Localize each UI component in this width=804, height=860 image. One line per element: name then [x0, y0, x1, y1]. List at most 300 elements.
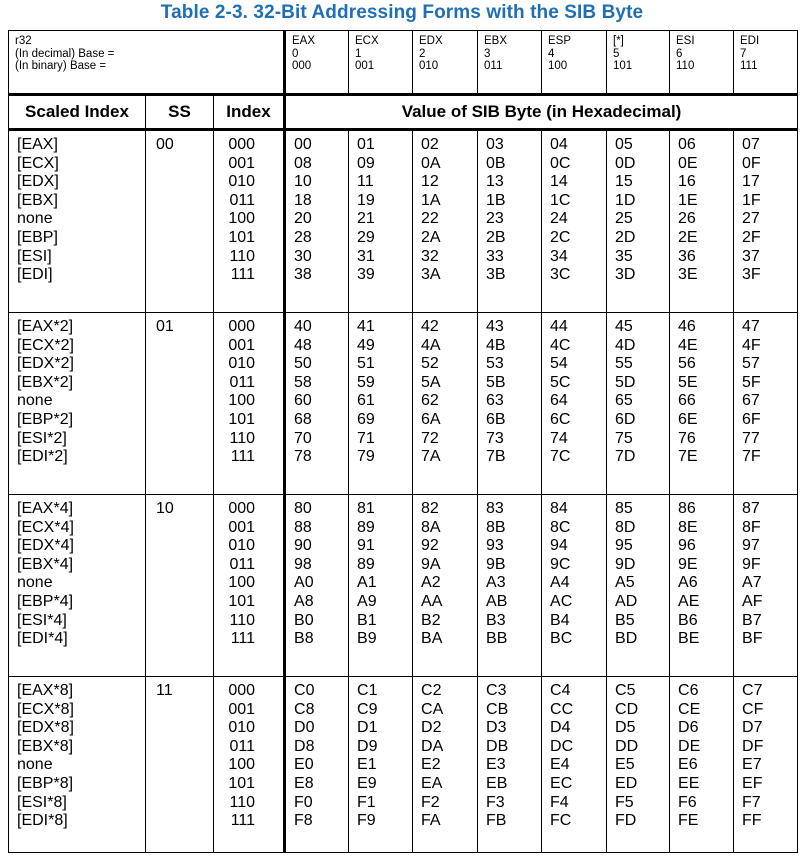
cell-value: 011 [229, 737, 256, 755]
cell-value: B7 [742, 611, 762, 629]
cell-value: AD [615, 592, 638, 610]
cell-value: [ESI*8] [17, 793, 67, 811]
base-header-1 [349, 31, 413, 95]
cell-value: 30 [294, 247, 312, 265]
base-dec: 4 [548, 47, 555, 60]
cell-value: 62 [421, 392, 439, 410]
cell-value: 2C [550, 228, 571, 246]
cell-value: [EDX*2] [17, 355, 74, 373]
cell-value: 001 [228, 336, 256, 354]
cell-value: 09 [357, 154, 375, 172]
cell-value: 2B [486, 228, 506, 246]
cell-value: 73 [486, 429, 504, 447]
cell-value: 1E [678, 191, 698, 209]
cell-value: [EBP*4] [17, 592, 74, 610]
base-bin: 110 [676, 60, 695, 72]
cell-value: A1 [357, 574, 377, 592]
cell-value: A0 [294, 574, 314, 592]
cell-value: 63 [486, 392, 504, 410]
cell-value: 010 [228, 719, 256, 737]
cell-value: 01 [357, 136, 375, 153]
cell-value: 54 [550, 355, 568, 373]
sib-value-cell [285, 313, 349, 495]
cell-value: FC [550, 812, 572, 830]
cell-value: 101 [228, 592, 256, 610]
cell-value: 8D [615, 518, 636, 536]
cell-value: 000 [228, 682, 256, 699]
cell-value: 2E [678, 228, 698, 246]
cell-value: 001 [228, 154, 256, 172]
ss-cell [146, 313, 214, 495]
cell-value: 97 [742, 537, 760, 555]
cell-value: 19 [357, 191, 375, 209]
cell-value: 0D [615, 154, 636, 172]
cell-value: 49 [357, 336, 375, 354]
scaled-index-cell [9, 677, 146, 853]
cell-value: 110 [229, 429, 256, 447]
cell-value: C8 [294, 700, 315, 718]
sib-value-cell [285, 130, 349, 313]
cell-value: A4 [550, 574, 570, 592]
cell-value: B5 [615, 611, 635, 629]
cell-value: BD [615, 630, 638, 648]
cell-value: 34 [550, 247, 568, 265]
cell-value: 5D [615, 373, 636, 391]
cell-value: 101 [228, 774, 256, 792]
cell-value: ED [615, 774, 638, 792]
cell-value: 011 [229, 555, 256, 573]
cell-value: 13 [486, 173, 504, 191]
cell-value: D2 [421, 719, 442, 737]
cell-value: 5B [486, 373, 506, 391]
ss-cell [146, 130, 214, 313]
column-header-row [9, 95, 798, 130]
cell-value: BC [550, 630, 573, 648]
cell-value: 89 [357, 518, 375, 536]
cell-value: A6 [678, 574, 698, 592]
cell-value: 90 [294, 537, 312, 555]
sib-byte-table [8, 30, 798, 853]
cell-value: 89 [357, 555, 375, 573]
base-reg: ECX [355, 35, 379, 47]
cell-value: 61 [357, 392, 375, 410]
cell-value: 10 [156, 500, 174, 517]
cell-value: CA [421, 700, 444, 718]
base-dec: 5 [613, 47, 620, 60]
cell-value: 100 [228, 392, 256, 410]
cell-value: D0 [294, 719, 315, 737]
cell-value: C1 [357, 682, 378, 699]
cell-value: 10 [294, 173, 312, 191]
cell-value: 9A [421, 555, 441, 573]
cell-value: BE [678, 630, 700, 648]
cell-value: 95 [615, 537, 633, 555]
cell-value: 11 [357, 173, 374, 191]
sib-value-cell [607, 495, 670, 677]
cell-value: 69 [357, 410, 375, 428]
base-reg: ESP [548, 35, 572, 47]
cell-value: 41 [357, 318, 375, 335]
cell-value: 76 [678, 429, 696, 447]
base-bin: 100 [548, 60, 568, 72]
cell-value: 31 [357, 247, 375, 265]
cell-value: 5F [742, 373, 761, 391]
base-bin: 111 [740, 60, 758, 72]
cell-value: [EDI] [17, 266, 53, 284]
cell-value: 75 [615, 429, 633, 447]
cell-value: 79 [357, 448, 375, 466]
cell-value: 15 [615, 173, 633, 191]
cell-value: E2 [421, 756, 441, 774]
cell-value: 52 [421, 355, 439, 373]
cell-value: 011 [229, 373, 256, 391]
cell-value: 2D [615, 228, 636, 246]
cell-value: 83 [486, 500, 504, 517]
cell-value: 88 [294, 518, 312, 536]
cell-value: FB [486, 812, 507, 830]
cell-value: 07 [742, 136, 760, 153]
binary-base-label: (In binary) Base = [15, 60, 107, 72]
cell-value: 53 [486, 355, 504, 373]
cell-value: D7 [742, 719, 763, 737]
cell-value: CD [615, 700, 639, 718]
cell-value: DF [742, 737, 764, 755]
cell-value: 20 [294, 210, 312, 228]
sib-value-cell [349, 495, 413, 677]
cell-value: 72 [421, 429, 439, 447]
cell-value: 3E [678, 266, 698, 284]
cell-value: F7 [742, 793, 761, 811]
cell-value: 85 [615, 500, 633, 517]
cell-value: 100 [228, 756, 256, 774]
cell-value: 9F [742, 555, 761, 573]
cell-value: BF [742, 630, 763, 648]
cell-value: F1 [357, 793, 376, 811]
cell-value: [EAX*8] [17, 682, 74, 699]
cell-value: 04 [550, 136, 568, 153]
cell-value: 16 [678, 173, 696, 191]
cell-value: F5 [615, 793, 634, 811]
cell-value: 100 [228, 210, 256, 228]
base-dec: 6 [676, 47, 683, 60]
cell-value: DA [421, 737, 444, 755]
cell-value: [EAX*4] [17, 500, 74, 517]
cell-value: [EDX] [17, 173, 59, 191]
cell-value: 6F [742, 410, 761, 428]
cell-value: 59 [357, 373, 375, 391]
cell-value: F4 [550, 793, 569, 811]
sib-value-cell [413, 677, 478, 853]
cell-value: 111 [230, 630, 256, 648]
sib-value-cell [670, 677, 734, 853]
sib-value-cell [349, 130, 413, 313]
cell-value: 3A [421, 266, 441, 284]
cell-value: DB [486, 737, 509, 755]
cell-value: BB [486, 630, 508, 648]
cell-value: 78 [294, 448, 312, 466]
cell-value: 74 [550, 429, 568, 447]
cell-value: [EBX*4] [17, 555, 74, 573]
cell-value: E3 [486, 756, 506, 774]
cell-value: 2A [421, 228, 441, 246]
cell-value: 00 [294, 136, 312, 153]
base-bin: 000 [292, 60, 312, 72]
ss-group-row [9, 313, 798, 495]
cell-value: 11 [156, 682, 173, 699]
cell-value: 77 [742, 429, 760, 447]
ss-header: SS [146, 95, 214, 130]
cell-value: D4 [550, 719, 571, 737]
cell-value: 7F [742, 448, 761, 466]
cell-value: 6C [550, 410, 571, 428]
cell-value: 4F [742, 336, 761, 354]
cell-value: 98 [294, 555, 312, 573]
cell-value: F0 [294, 793, 313, 811]
table-title: Table 2-3. 32-Bit Addressing Forms with the SIB Byte [160, 2, 644, 23]
cell-value: [EDX*8] [17, 719, 74, 737]
cell-value: D8 [294, 737, 315, 755]
ss-group-row [9, 130, 798, 313]
cell-value: EC [550, 774, 573, 792]
cell-value: 46 [678, 318, 696, 335]
sib-value-cell [607, 313, 670, 495]
cell-value: 001 [228, 518, 256, 536]
cell-value: [ECX] [17, 154, 59, 172]
cell-value: DC [550, 737, 574, 755]
cell-value: F9 [357, 812, 376, 830]
cell-value: 3D [615, 266, 636, 284]
cell-value: 24 [550, 210, 568, 228]
cell-value: [EBP*8] [17, 774, 74, 792]
base-bin: 101 [613, 60, 633, 72]
cell-value: EF [742, 774, 763, 792]
sib-value-cell [285, 677, 349, 853]
base-header-6 [670, 31, 734, 95]
cell-value: 58 [294, 373, 312, 391]
cell-value: 26 [678, 210, 696, 228]
cell-value: [EBP] [17, 228, 58, 246]
cell-value: FE [678, 812, 699, 830]
cell-value: [EDI*8] [17, 812, 68, 830]
cell-value: 6A [421, 410, 441, 428]
cell-value: 7B [486, 448, 506, 466]
cell-value: 0E [678, 154, 698, 172]
ss-group-row [9, 495, 798, 677]
cell-value: 50 [294, 355, 312, 373]
cell-value: 8C [550, 518, 571, 536]
cell-value: [EDX*4] [17, 537, 74, 555]
base-reg: EAX [292, 35, 316, 47]
cell-value: [EBX*2] [17, 373, 74, 391]
sib-value-cell [349, 313, 413, 495]
cell-value: FD [615, 812, 637, 830]
base-reg: EDI [740, 35, 760, 47]
cell-value: 23 [486, 210, 504, 228]
cell-value: 9B [486, 555, 506, 573]
cell-value: 9E [678, 555, 698, 573]
cell-value: 93 [486, 537, 504, 555]
cell-value: 9C [550, 555, 571, 573]
r32-label: r32 [15, 35, 32, 47]
scaled-index-cell [9, 130, 146, 313]
cell-value: 86 [678, 500, 696, 517]
ss-group-row [9, 677, 798, 853]
cell-value: 101 [228, 410, 256, 428]
cell-value: 81 [357, 500, 375, 517]
cell-value: D3 [486, 719, 507, 737]
cell-value: 38 [294, 266, 312, 284]
cell-value: D9 [357, 737, 378, 755]
cell-value: E5 [615, 756, 635, 774]
cell-value: 43 [486, 318, 504, 335]
base-reg: EDX [419, 35, 443, 47]
cell-value: 21 [357, 210, 375, 228]
cell-value: 36 [678, 247, 696, 265]
base-reg: [*] [613, 35, 624, 47]
cell-value: 00 [156, 136, 174, 153]
cell-value: 35 [615, 247, 633, 265]
cell-value: 7C [550, 448, 571, 466]
cell-value: 68 [294, 410, 312, 428]
sib-value-cell [478, 495, 542, 677]
sib-value-header: Value of SIB Byte (in Hexadecimal) [285, 95, 798, 130]
cell-value: AE [678, 592, 700, 610]
cell-value: 56 [678, 355, 696, 373]
sib-value-cell [607, 677, 670, 853]
index-header: Index [214, 95, 285, 130]
cell-value: 27 [742, 210, 760, 228]
cell-value: 70 [294, 429, 312, 447]
cell-value: 39 [357, 266, 375, 284]
cell-value: [ESI] [17, 247, 52, 265]
cell-value: 111 [230, 448, 256, 466]
cell-value: E0 [294, 756, 314, 774]
cell-value: A2 [421, 574, 441, 592]
cell-value: 101 [228, 228, 256, 246]
cell-value: E8 [294, 774, 314, 792]
cell-value: C0 [294, 682, 315, 699]
cell-value: CB [486, 700, 509, 718]
cell-value: C5 [615, 682, 636, 699]
cell-value: CF [742, 700, 764, 718]
cell-value: 111 [230, 812, 256, 830]
ss-cell [146, 495, 214, 677]
cell-value: C2 [421, 682, 442, 699]
cell-value: C3 [486, 682, 507, 699]
sib-value-cell [607, 130, 670, 313]
sib-value-cell [734, 313, 798, 495]
cell-value: EB [486, 774, 508, 792]
cell-value: 5E [678, 373, 698, 391]
sib-value-cell [542, 495, 607, 677]
cell-value: [ESI*4] [17, 611, 67, 629]
cell-value: F6 [678, 793, 697, 811]
cell-value: [ECX*4] [17, 518, 74, 536]
cell-value: 7E [678, 448, 698, 466]
cell-value: 8E [678, 518, 698, 536]
cell-value: [EAX] [17, 136, 58, 153]
cell-value: 000 [228, 136, 256, 153]
base-dec: 1 [355, 47, 362, 60]
base-dec: 7 [740, 47, 747, 60]
cell-value: 3F [742, 266, 761, 284]
cell-value: 011 [229, 191, 256, 209]
cell-value: F3 [486, 793, 505, 811]
cell-value: BA [421, 630, 443, 648]
cell-value: 25 [615, 210, 633, 228]
cell-value: 2F [742, 228, 761, 246]
cell-value: 96 [678, 537, 696, 555]
cell-value: D1 [357, 719, 378, 737]
sib-value-cell [670, 495, 734, 677]
scaled-index-cell [9, 495, 146, 677]
cell-value: 6E [678, 410, 698, 428]
sib-value-cell [285, 495, 349, 677]
cell-value: 17 [742, 173, 760, 191]
sib-value-cell [542, 677, 607, 853]
cell-value: [EAX*2] [17, 318, 74, 335]
cell-value: DD [615, 737, 639, 755]
decimal-base-label: (In decimal) Base = [15, 47, 115, 60]
cell-value: 80 [294, 500, 312, 517]
index-cell [214, 130, 285, 313]
cell-value: B1 [357, 611, 377, 629]
cell-value: B9 [357, 630, 377, 648]
cell-value: 87 [742, 500, 760, 517]
cell-value: E1 [357, 756, 377, 774]
cell-value: 8F [742, 518, 761, 536]
cell-value: 91 [357, 537, 375, 555]
cell-value: none [17, 392, 53, 410]
cell-value: 0F [742, 154, 761, 172]
cell-value: 8B [486, 518, 506, 536]
cell-value: A3 [486, 574, 506, 592]
sib-value-cell [734, 130, 798, 313]
cell-value: 82 [421, 500, 439, 517]
cell-value: 6D [615, 410, 636, 428]
sib-value-cell [478, 313, 542, 495]
cell-value: 4B [486, 336, 506, 354]
sib-value-cell [478, 677, 542, 853]
cell-value: A8 [294, 592, 314, 610]
cell-value: 94 [550, 537, 568, 555]
cell-value: 6B [486, 410, 506, 428]
base-bin: 011 [484, 60, 503, 72]
cell-value: 5C [550, 373, 571, 391]
cell-value: 1C [550, 191, 571, 209]
cell-value: FF [742, 812, 762, 830]
sib-value-cell [478, 130, 542, 313]
cell-value: C4 [550, 682, 571, 699]
cell-value: F8 [294, 812, 313, 830]
cell-value: DE [678, 737, 701, 755]
cell-value: 1B [486, 191, 506, 209]
cell-value: 0A [421, 154, 441, 172]
cell-value: 12 [421, 173, 439, 191]
cell-value: 48 [294, 336, 312, 354]
base-dec: 2 [419, 47, 426, 60]
cell-value: 08 [294, 154, 312, 172]
index-cell [214, 677, 285, 853]
sib-value-cell [542, 313, 607, 495]
cell-value: FA [421, 812, 441, 830]
cell-value: 0B [486, 154, 506, 172]
cell-value: A5 [615, 574, 635, 592]
cell-value: E4 [550, 756, 570, 774]
cell-value: 001 [228, 700, 256, 718]
cell-value: C7 [742, 682, 763, 699]
scaled-index-header: Scaled Index [9, 95, 146, 130]
